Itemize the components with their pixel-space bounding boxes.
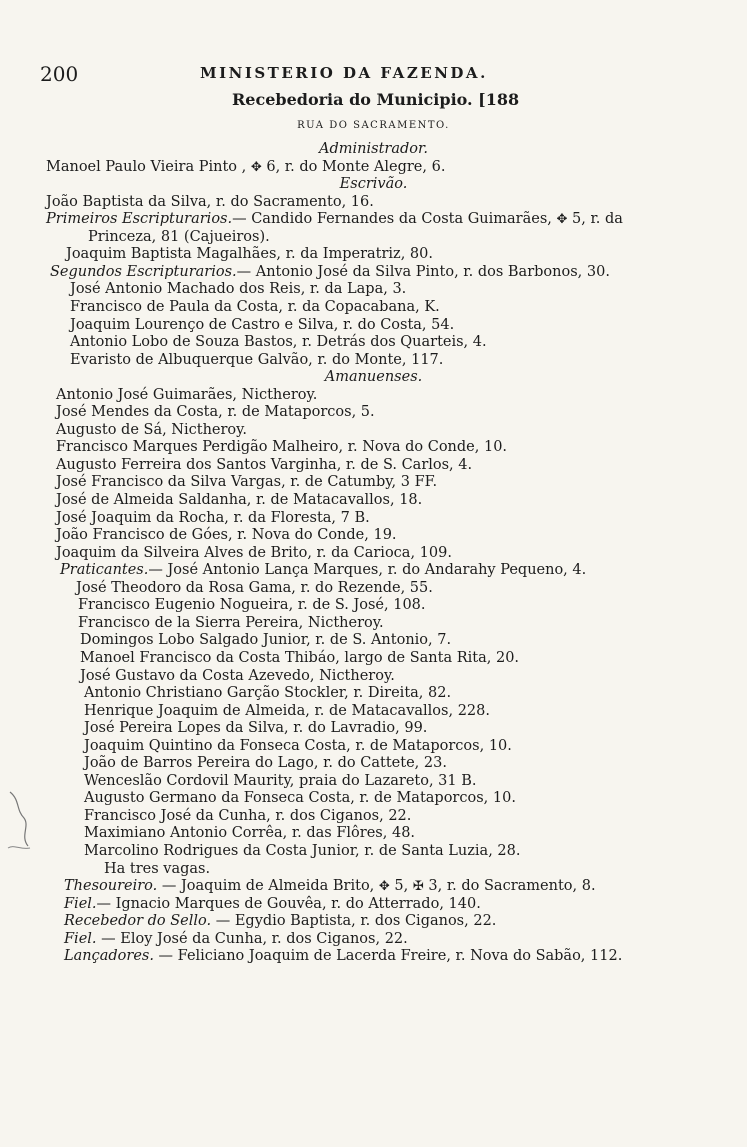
entry-line <box>56 526 397 544</box>
entry-line <box>64 947 622 965</box>
entry-text: — Joaquim de Almeida Brito, <box>157 878 379 895</box>
entry-line <box>56 421 247 439</box>
entry-text: José Antonio Machado dos Reis, r. da Lapa, 3. <box>70 281 407 298</box>
entry-line <box>56 509 370 527</box>
entry-text: José Mendes da Costa, r. de Mataporcos, 5. <box>56 404 375 421</box>
entry-text: Antonio José Guimarães, Nictheroy. <box>56 386 318 403</box>
role-label: Segundos Escripturarios. <box>50 263 237 280</box>
entry-line <box>46 158 445 176</box>
entry-line <box>84 684 451 702</box>
section-label: Administrador. <box>319 141 428 157</box>
entry-text: Joaquim da Silveira Alves de Brito, r. da Carioca, 109. <box>56 544 452 561</box>
entry-line <box>56 491 422 509</box>
entry-line <box>70 280 406 298</box>
entry-text: 3, r. do Sacramento, 8. <box>423 878 596 895</box>
ministry-title: MINISTERIO DA FAZENDA. <box>200 64 488 82</box>
entry-line <box>84 702 490 720</box>
entry-line <box>64 877 596 895</box>
entry-line <box>56 403 375 421</box>
entry-line <box>46 193 374 211</box>
entry-text: — Feliciano Joaquim de Lacerda Freire, r. Nova do Sabão, 112. <box>153 948 623 965</box>
page-number: 200 <box>40 62 79 86</box>
entry-text: Manoel Francisco da Costa Thibáo, largo de Santa Rita, 20. <box>80 649 520 666</box>
entry-text: Francisco de Paula da Costa, r. da Copacabana, K. <box>70 298 440 315</box>
entry-line <box>56 456 472 474</box>
entry-text: João Baptista da Silva, r. do Sacramento, 16. <box>46 193 374 210</box>
entry-line <box>84 737 512 755</box>
entry-text: — Eloy José da Cunha, r. dos Ciganos, 22. <box>96 930 408 947</box>
role-label: Fiel. <box>64 895 97 912</box>
entry-text: Augusto Germano da Fonseca Costa, r. de Mataporcos, 10. <box>84 790 516 807</box>
entry-text: Ha tres vagas. <box>104 860 211 877</box>
entry-text: Domingos Lobo Salgado Junior, r. de S. Antonio, 7. <box>80 632 452 649</box>
entry-line <box>64 930 408 948</box>
street-heading: RUA DO SACRAMENTO. <box>297 120 450 131</box>
entry-text: — Egydio Baptista, r. dos Ciganos, 22. <box>211 913 497 930</box>
entry-line <box>64 912 496 930</box>
entry-line <box>56 544 452 562</box>
role-label: Recebedor do Sello. <box>64 913 212 930</box>
entry-text: 6, r. do Monte Alegre, 6. <box>261 158 446 175</box>
entry-text: Marcolino Rodrigues da Costa Junior, r. de Santa Luzia, 28. <box>84 843 521 859</box>
entry-text: José Joaquim da Rocha, r. da Floresta, 7 B. <box>56 509 370 526</box>
entry-text: Maximiano Antonio Corrêa, r. das Flôres, 48. <box>84 825 416 842</box>
entry-line <box>84 719 427 737</box>
entry-text: Wenceslão Cordovil Maurity, praia do Lazareto, 31 B. <box>84 772 477 789</box>
section-heading: Recebedoria do Municipio. [188 <box>232 90 520 109</box>
entry-text: Manoel Paulo Vieira Pinto , <box>46 158 251 175</box>
entry-text: — Ignacio Marques de Gouvêa, r. do Atterrado, 140. <box>96 895 481 912</box>
entry-line <box>88 228 270 246</box>
entry-text: — José Antonio Lança Marques, r. do Andarahy Pequeno, 4. <box>148 562 587 579</box>
entry-text: Evaristo de Albuquerque Galvão, r. do Monte, 117. <box>70 351 444 368</box>
entry-line <box>70 351 443 369</box>
entry-line <box>84 772 477 790</box>
role-label: Lançadores. <box>64 948 154 965</box>
order-symbol-icon: ✥ <box>556 212 568 228</box>
entry-text: Francisco José da Cunha, r. dos Ciganos, 22. <box>84 807 412 824</box>
entry-text: — Candido Fernandes da Costa Guimarães, <box>232 211 557 228</box>
entry-line <box>78 596 426 614</box>
entry-line <box>104 860 210 878</box>
entry-text: Henrique Joaquim de Almeida, r. de Matacavallos, 228. <box>84 702 490 719</box>
entry-line <box>46 210 623 228</box>
role-label: Thesoureiro. <box>64 878 158 895</box>
order-symbol-icon: ✠ <box>412 879 424 895</box>
entry-text: 5, <box>389 878 413 895</box>
entry-line <box>70 333 487 351</box>
entry-text: José Theodoro da Rosa Gama, r. do Rezende, 55. <box>76 579 433 596</box>
entry-line <box>66 245 433 263</box>
entry-text: Antonio Lobo de Souza Bastos, r. Detrás dos Quarteis, 4. <box>70 334 487 351</box>
entry-line <box>84 807 411 825</box>
entry-text: Princeza, 81 (Cajueiros). <box>88 228 270 245</box>
entry-text: José de Almeida Saldanha, r. de Matacavallos, 18. <box>56 492 423 508</box>
entry-text: 5, r. da <box>567 211 623 228</box>
entry-line <box>80 649 519 667</box>
entry-text: Joaquim Baptista Magalhães, r. da Imperatriz, 80. <box>66 246 433 263</box>
section-label: Amanuenses. <box>324 369 423 386</box>
entry-text: Joaquim Quintino da Fonseca Costa, r. de Mataporcos, 10. <box>84 737 512 754</box>
role-label: Primeiros Escripturarios. <box>46 211 233 228</box>
order-symbol-icon: ✥ <box>378 879 390 895</box>
entry-line <box>64 895 481 913</box>
entry-text: Antonio Christiano Garção Stockler, r. Direita, 82. <box>84 685 452 702</box>
entry-text: José Gustavo da Costa Azevedo, Nictheroy. <box>80 667 395 684</box>
entry-line <box>80 667 395 685</box>
entry-line <box>84 789 516 807</box>
entry-line <box>56 438 507 456</box>
running-header <box>40 62 700 88</box>
entry-text: Francisco Marques Perdigão Malheiro, r. Nova do Conde, 10. <box>56 439 508 456</box>
entry-text: José Pereira Lopes da Silva, r. do Lavradio, 99. <box>84 720 428 737</box>
entry-line <box>78 614 384 632</box>
entry-line <box>56 473 437 491</box>
entry-text: José Francisco da Silva Vargas, r. de Catumby, 3 FF. <box>56 474 438 491</box>
entry-text: Joaquim Lourenço de Castro e Silva, r. do Costa, 54. <box>70 316 455 333</box>
entry-line <box>70 298 440 316</box>
margin-pencil-mark <box>6 788 36 858</box>
entry-text: Francisco Eugenio Nogueira, r. de S. José, 108. <box>78 597 426 614</box>
role-label: Praticantes. <box>60 562 149 579</box>
entry-line <box>56 386 317 404</box>
entry-text: Augusto Ferreira dos Santos Varginha, r. de S. Carlos, 4. <box>56 456 473 473</box>
entry-text: Augusto de Sá, Nictheroy. <box>56 421 248 438</box>
entry-line <box>84 842 520 860</box>
entry-line <box>70 316 454 334</box>
order-symbol-icon: ✥ <box>250 159 262 175</box>
entry-line <box>76 579 433 597</box>
entry-line <box>84 754 447 772</box>
entry-text: João de Barros Pereira do Lago, r. do Cattete, 23. <box>84 755 447 772</box>
entry-line <box>84 824 415 842</box>
entry-text: — Antonio José da Silva Pinto, r. dos Barbonos, 30. <box>236 263 610 280</box>
role-label: Fiel. <box>64 930 97 947</box>
entry-line <box>60 561 586 579</box>
entry-line <box>50 263 610 281</box>
entry-line <box>80 631 451 649</box>
entry-text: Francisco de la Sierra Pereira, Nictheroy. <box>78 614 384 631</box>
section-label: Escrivão. <box>339 176 408 193</box>
entry-text: João Francisco de Góes, r. Nova do Conde, 19. <box>56 527 397 544</box>
